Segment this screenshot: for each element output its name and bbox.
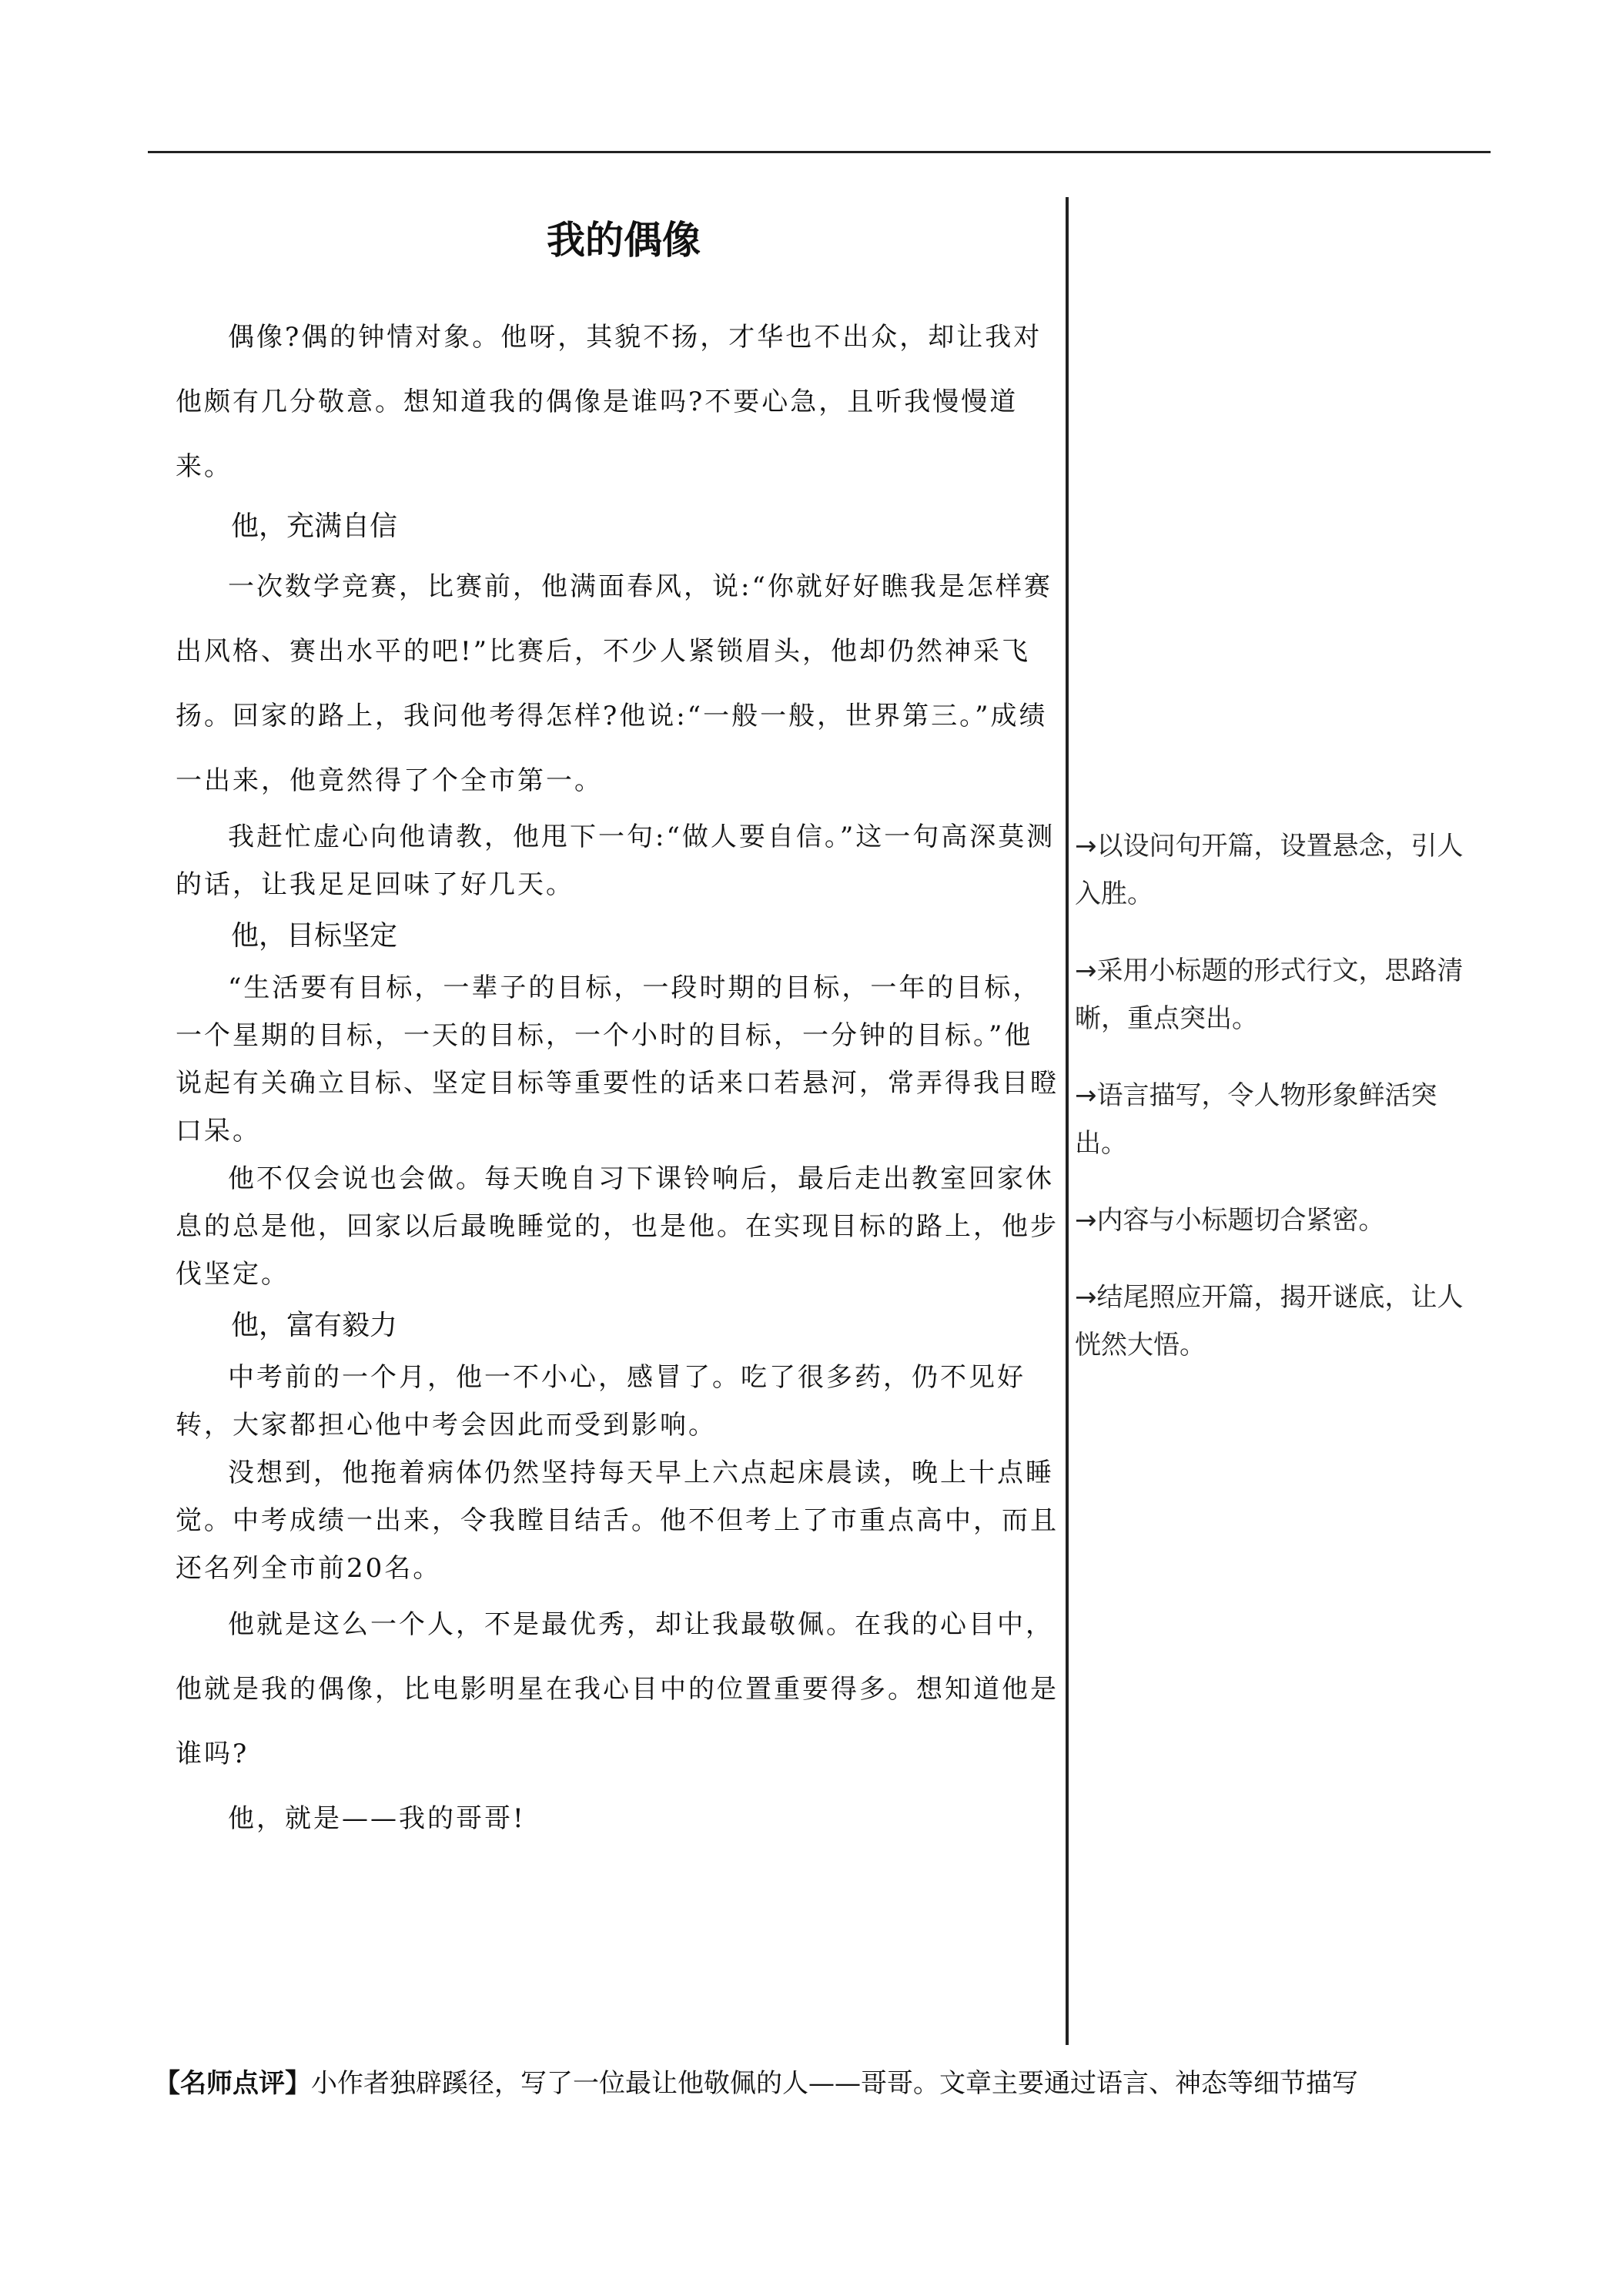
note-text: 采用小标题的形式行文，思路清晰，重点突出。: [1075, 956, 1464, 1034]
margin-note: [1075, 1072, 1475, 1167]
essay-paragraph: 没想到，他拖着病体仍然坚持每天早上六点起床晨读，晚上十点睡觉。中考成绩一出来，令我瞠目结舌。他不但考上了市重点高中，而且还名列全市前20名。: [176, 1458, 1059, 1584]
margin-notes: [1075, 822, 1475, 1398]
teacher-review: [154, 2060, 1494, 2107]
header-rule: [148, 151, 1491, 153]
essay-paragraph: 他不仅会说也会做。每天晚自习下课铃响后，最后走出教室回家休息的总是他，回家以后最晚睡觉的，也是他。在实现目标的路上，他步伐坚定。: [176, 1163, 1059, 1290]
arrow-icon: →: [1075, 1080, 1097, 1111]
subheading: 他，目标坚定: [231, 920, 398, 952]
essay-paragraph: 他，就是——我的哥哥!: [228, 1803, 526, 1834]
note-text: 结尾照应开篇，揭开谜底，让人恍然大悟。: [1075, 1282, 1464, 1361]
note-text: 以设问句开篇，设置悬念，引人入胜。: [1075, 831, 1464, 909]
subheading: 他，充满自信: [231, 510, 398, 542]
essay-paragraph: “生活要有目标，一辈子的目标，一段时期的目标，一年的目标，一个星期的目标，一天的目标，一个小时的目标，一分钟的目标。”他说起有关确立目标、坚定目标等重要性的话来口若悬河，常弄得我目瞪口呆。: [176, 972, 1059, 1146]
margin-note: [1075, 1274, 1475, 1369]
essay-body: [176, 305, 1061, 1851]
arrow-icon: →: [1075, 956, 1097, 986]
essay-paragraph: 中考前的一个月，他一不小心，感冒了。吃了很多药，仍不见好转，大家都担心他中考会因此而受到影响。: [176, 1362, 1026, 1441]
review-label: 【名师点评】: [154, 2068, 311, 2099]
essay-paragraph: 他就是这么一个人，不是最优秀，却让我最敬佩。在我的心目中，他就是我的偶像，比电影明星在我心目中的位置重要得多。想知道他是谁吗?: [176, 1609, 1059, 1769]
essay-paragraph: 我赶忙虚心向他请教，他甩下一句:“做人要自信。”这一句高深莫测的话，让我足足回味了好几天。: [176, 822, 1056, 900]
essay-title: 我的偶像: [547, 218, 701, 263]
margin-note: [1075, 947, 1475, 1043]
essay-paragraph: 一次数学竞赛，比赛前，他满面春风，说:“你就好好瞧我是怎样赛出风格、赛出水平的吧!”比赛后，不少人紧锁眉头，他却仍然神采飞扬。回家的路上，我问他考得怎样?他说:“一般一般，世界第三。”成绩一出来，他竟然得了个全市第一。: [176, 571, 1052, 796]
arrow-icon: →: [1075, 1282, 1097, 1313]
margin-note: [1075, 1197, 1475, 1244]
margin-note: [1075, 822, 1475, 918]
arrow-icon: →: [1075, 831, 1097, 862]
subheading: 他，富有毅力: [231, 1310, 398, 1341]
arrow-icon: →: [1075, 1205, 1097, 1236]
note-text: 语言描写，令人物形象鲜活突出。: [1075, 1080, 1437, 1159]
review-text: 小作者独辟蹊径，写了一位最让他敬佩的人——哥哥。文章主要通过语言、神态等细节描写: [311, 2068, 1358, 2099]
column-divider: [1066, 197, 1069, 2045]
essay-paragraph: 偶像?偶的钟情对象。他呀，其貌不扬，才华也不出众，却让我对他颇有几分敬意。想知道我的偶像是谁吗?不要心急，且听我慢慢道来。: [176, 322, 1042, 482]
note-text: 内容与小标题切合紧密。: [1096, 1205, 1385, 1236]
